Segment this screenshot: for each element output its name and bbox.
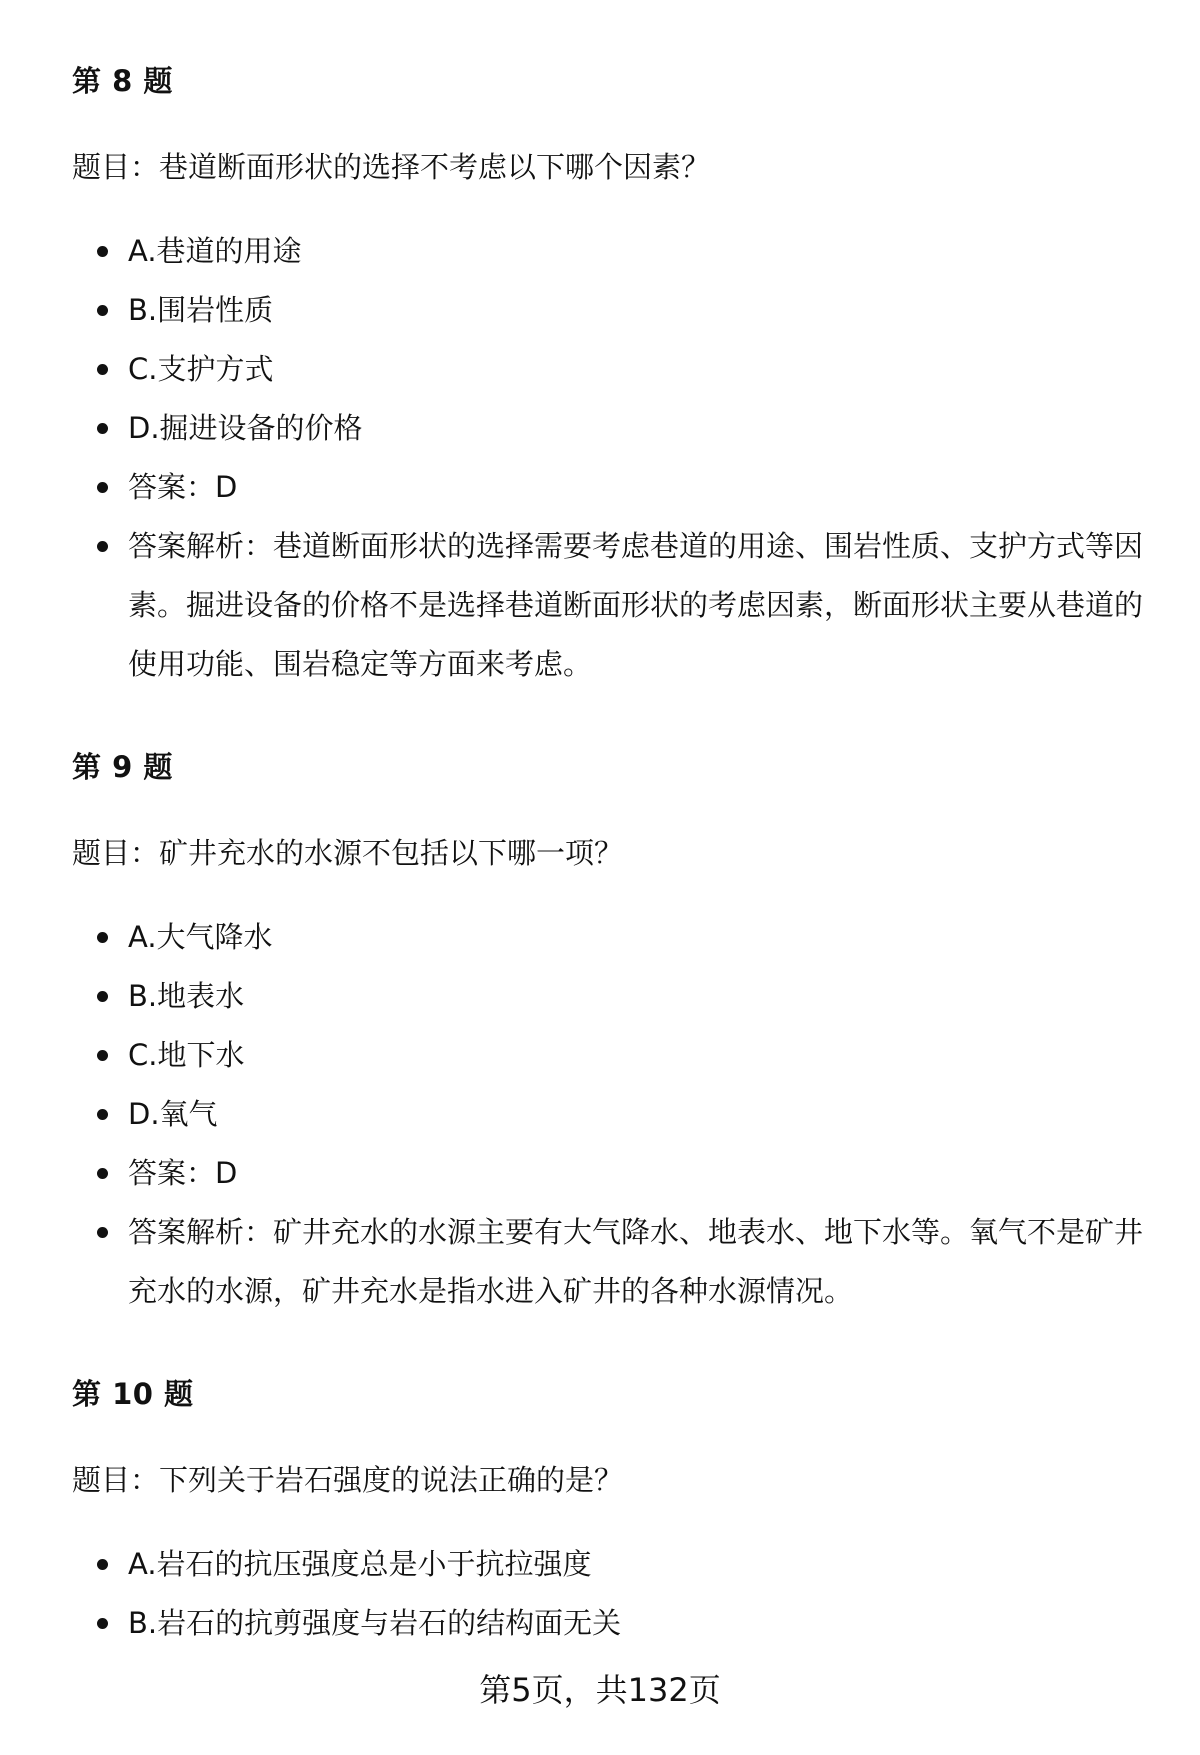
option-list [72,908,1145,1321]
answer-label: 答案：D [128,1156,238,1190]
option-label: A.岩石的抗压强度总是小于抗拉强度 [128,1547,592,1581]
bullet-icon [97,541,108,552]
bullet-icon [97,1618,108,1629]
explanation-text: 答案解析：巷道断面形状的选择需要考虑巷道的用途、围岩性质、支护方式等因素。掘进设备的价格不是选择巷道断面形状的考虑因素，断面形状主要从巷道的使用功能、围岩稳定等方面来考虑。 [128,529,1144,681]
question-text: 题目：下列关于岩石强度的说法正确的是？ [72,1463,624,1497]
option-item [72,1535,1145,1594]
option-label: B.地表水 [128,979,245,1013]
question-text: 题目：巷道断面形状的选择不考虑以下哪个因素？ [72,150,711,184]
bullet-icon [97,1168,108,1179]
option-list [72,222,1145,694]
answer-item [72,458,1145,517]
option-item [72,340,1145,399]
explanation-item [72,517,1145,694]
option-item [72,1026,1145,1085]
option-label: C.支护方式 [128,352,274,386]
question-text: 题目：矿井充水的水源不包括以下哪一项？ [72,836,624,870]
option-item [72,399,1145,458]
explanation-text: 答案解析：矿井充水的水源主要有大气降水、地表水、地下水等。氧气不是矿井充水的水源，矿井充水是指水进入矿井的各种水源情况。 [128,1215,1144,1308]
answer-item [72,1144,1145,1203]
option-item [72,967,1145,1026]
option-label: D.氧气 [128,1097,218,1131]
question-heading: 第 10 题 [72,1377,194,1411]
bullet-icon [97,932,108,943]
answer-label: 答案：D [128,470,238,504]
bullet-icon [97,246,108,257]
page-number-footer: 第5页，共132页 [479,1671,721,1709]
bullet-icon [97,423,108,434]
question-heading: 第 8 题 [72,64,173,98]
option-item [72,222,1145,281]
option-label: A.大气降水 [128,920,273,954]
bullet-icon [97,1050,108,1061]
option-item [72,1594,1145,1653]
option-label: C.地下水 [128,1038,245,1072]
bullet-icon [97,1227,108,1238]
bullet-icon [97,364,108,375]
question-10 [72,1373,1145,1653]
bullet-icon [97,305,108,316]
option-label: B.围岩性质 [128,293,274,327]
bullet-icon [97,1109,108,1120]
option-label: D.掘进设备的价格 [128,411,363,445]
option-item [72,908,1145,967]
question-8 [72,60,1145,694]
question-9 [72,746,1145,1321]
explanation-item [72,1203,1145,1321]
option-label: B.岩石的抗剪强度与岩石的结构面无关 [128,1606,622,1640]
bullet-icon [97,482,108,493]
option-label: A.巷道的用途 [128,234,302,268]
option-item [72,281,1145,340]
question-heading: 第 9 题 [72,750,173,784]
bullet-icon [97,991,108,1002]
option-list [72,1535,1145,1653]
bullet-icon [97,1559,108,1570]
option-item [72,1085,1145,1144]
